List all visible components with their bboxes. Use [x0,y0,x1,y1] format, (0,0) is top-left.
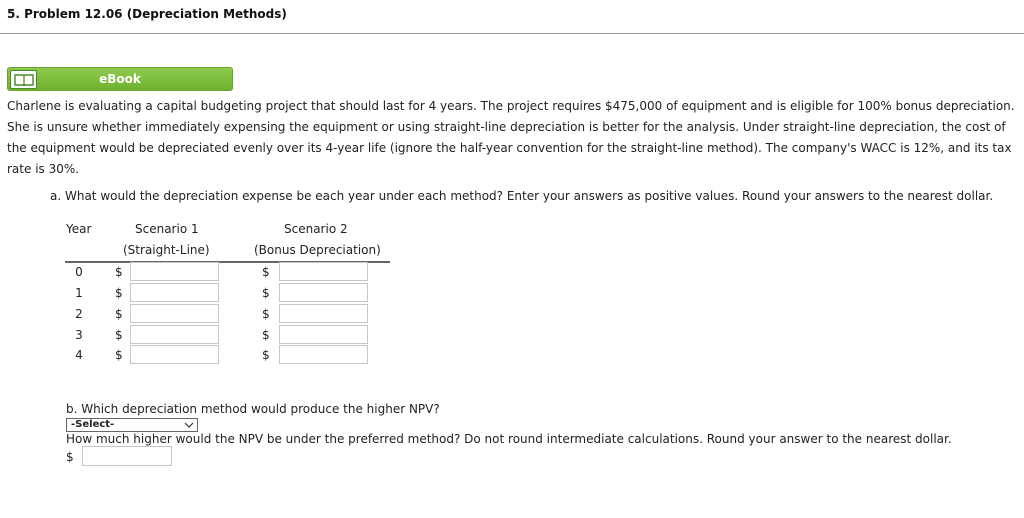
currency-symbol: $ [115,286,123,300]
problem-title: 5. Problem 12.06 (Depreciation Methods) [7,7,287,21]
select-value: -Select- [71,419,115,430]
currency-symbol: $ [262,328,270,342]
year-cell: 3 [75,328,83,342]
scenario2-year4-input[interactable] [279,345,368,364]
currency-symbol: $ [115,265,123,279]
npv-method-select[interactable] [66,418,198,432]
currency-symbol: $ [262,348,270,362]
year-cell: 4 [75,348,83,362]
currency-symbol: $ [115,328,123,342]
scenario2-year0-input[interactable] [279,262,368,281]
part-b-followup: How much higher would the NPV be under the preferred method? Do not round intermediate calculations. Round your answer to the nearest dollar. [66,432,952,446]
part-a-question: a. What would the depreciation expense be each year under each method? Enter your answers as positive values. Round your answers to the nearest dollar. [50,189,994,203]
scenario1-year0-input[interactable] [130,262,219,281]
currency-symbol: $ [262,265,270,279]
currency-symbol: $ [115,348,123,362]
currency-symbol: $ [66,450,74,464]
scenario2-header: Scenario 2 [284,222,348,236]
scenario1-year2-input[interactable] [130,304,219,323]
scenario1-subheader: (Straight-Line) [123,243,210,257]
year-cell: 2 [75,307,83,321]
scenario2-year1-input[interactable] [279,283,368,302]
currency-symbol: $ [262,307,270,321]
scenario2-year3-input[interactable] [279,325,368,344]
part-b-question: b. Which depreciation method would produce the higher NPV? [66,402,440,416]
year-header: Year [66,222,92,236]
scenario1-year3-input[interactable] [130,325,219,344]
ebook-button[interactable] [7,67,233,91]
npv-difference-input[interactable] [82,446,172,466]
year-cell: 0 [75,265,83,279]
divider [0,33,1024,34]
currency-symbol: $ [262,286,270,300]
scenario2-subheader: (Bonus Depreciation) [254,243,381,257]
scenario1-header: Scenario 1 [135,222,199,236]
ebook-label: eBook [99,72,141,86]
year-cell: 1 [75,286,83,300]
currency-symbol: $ [115,307,123,321]
problem-description: Charlene is evaluating a capital budgeting project that should last for 4 years. The project requires $475,000 of equipment and is eligible for 100% bonus depreciation. She is unsure whether immediately expensing the equipment or using straight-line depreciation is better for the analysis. Under straight-line depreciation, the cost of the equipment would be depreciated evenly over its 4-year life (ignore the half-year convention for the straight-line method). The company's WACC is 12%, and its tax rate is 30%. [7,99,1015,176]
scenario1-year1-input[interactable] [130,283,219,302]
scenario2-year2-input[interactable] [279,304,368,323]
scenario1-year4-input[interactable] [130,345,219,364]
